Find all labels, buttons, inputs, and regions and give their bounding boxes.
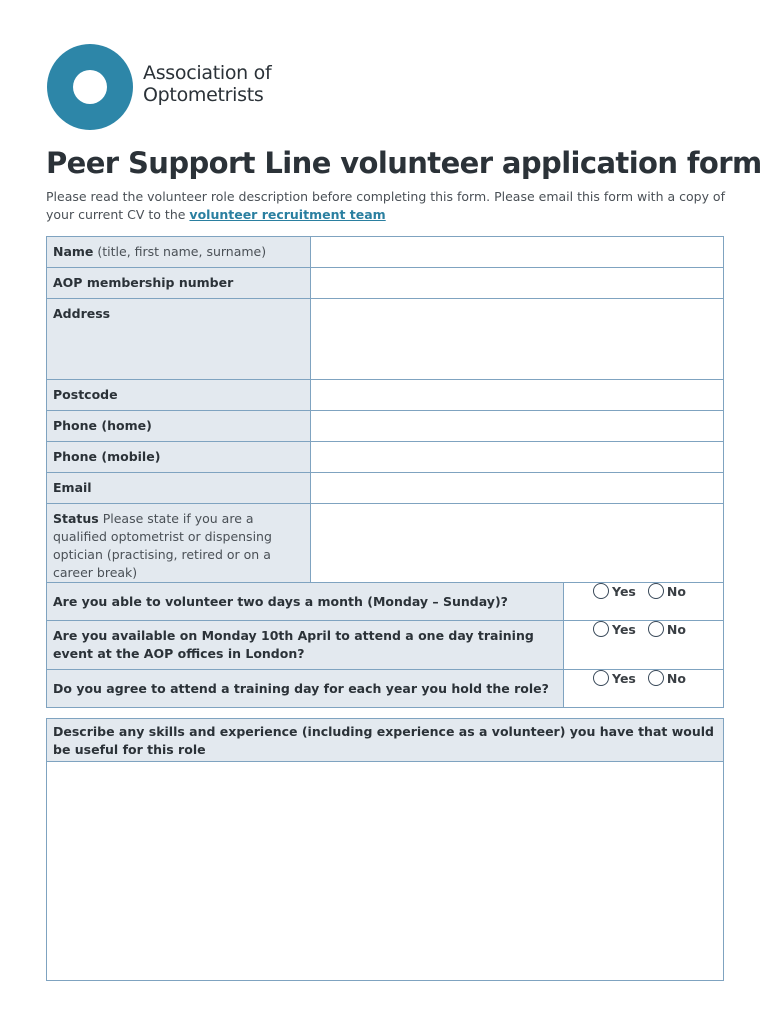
personal-details-table xyxy=(46,236,724,583)
yes-label: Yes xyxy=(612,621,636,637)
radio-group xyxy=(564,621,723,637)
skills-field[interactable] xyxy=(47,762,724,981)
page-title: Peer Support Line volunteer application form xyxy=(46,146,762,180)
question-annual-training: Do you agree to attend a training day for each year you hold the role? xyxy=(47,670,564,708)
yes-label: Yes xyxy=(612,670,636,686)
yes-radio[interactable] xyxy=(593,621,636,637)
status-field[interactable] xyxy=(310,504,723,583)
address-label: Address xyxy=(53,306,111,321)
table-row xyxy=(47,237,724,268)
org-name-line1: Association of xyxy=(143,62,272,84)
no-label: No xyxy=(666,670,686,686)
table-row xyxy=(47,762,724,981)
skills-table xyxy=(46,718,724,981)
no-label: No xyxy=(666,583,686,599)
status-note: Please state if you are a qualified optometrist or dispensing optician (practising, retired or on a career break) xyxy=(53,511,272,580)
no-label: No xyxy=(666,621,686,637)
table-row xyxy=(47,621,724,670)
table-row xyxy=(47,268,724,299)
org-name-line2: Optometrists xyxy=(143,84,264,106)
radio-circle-icon xyxy=(648,670,664,686)
address-field[interactable] xyxy=(310,299,723,380)
no-radio[interactable] xyxy=(648,621,686,637)
membership-number-label: AOP membership number xyxy=(53,275,234,290)
membership-number-field[interactable] xyxy=(310,268,723,299)
availability-questions-table xyxy=(46,582,724,708)
name-note: (title, first name, surname) xyxy=(97,244,267,259)
table-row xyxy=(47,719,724,762)
radio-circle-icon xyxy=(648,621,664,637)
radio-group xyxy=(564,583,723,599)
postcode-field[interactable] xyxy=(310,380,723,411)
postcode-label: Postcode xyxy=(53,387,118,402)
aop-logo-icon xyxy=(46,44,134,130)
email-field[interactable] xyxy=(310,473,723,504)
email-label: Email xyxy=(53,480,92,495)
radio-circle-icon xyxy=(593,670,609,686)
radio-circle-icon xyxy=(648,583,664,599)
table-row xyxy=(47,473,724,504)
table-row xyxy=(47,299,724,380)
status-label: Status xyxy=(53,511,99,526)
name-field[interactable] xyxy=(310,237,723,268)
table-row xyxy=(47,504,724,583)
table-row xyxy=(47,442,724,473)
name-label: Name xyxy=(53,244,94,259)
volunteer-recruitment-link[interactable]: volunteer recruitment team xyxy=(189,207,386,222)
skills-label: Describe any skills and experience (including experience as a volunteer) you have that would be useful for this role xyxy=(47,719,724,762)
yes-label: Yes xyxy=(612,583,636,599)
radio-group xyxy=(564,670,723,686)
table-row xyxy=(47,583,724,621)
organization-name xyxy=(143,62,271,106)
question-volunteer-two-days: Are you able to volunteer two days a month (Monday – Sunday)? xyxy=(47,583,564,621)
radio-circle-icon xyxy=(593,621,609,637)
phone-mobile-field[interactable] xyxy=(310,442,723,473)
yes-radio[interactable] xyxy=(593,583,636,599)
table-row xyxy=(47,411,724,442)
intro-paragraph xyxy=(46,188,726,224)
phone-home-label: Phone (home) xyxy=(53,418,152,433)
intro-text: Please read the volunteer role description before completing this form. Please email this form with a copy of your current CV to the xyxy=(46,189,725,222)
phone-mobile-label: Phone (mobile) xyxy=(53,449,161,464)
yes-radio[interactable] xyxy=(593,670,636,686)
phone-home-field[interactable] xyxy=(310,411,723,442)
radio-circle-icon xyxy=(593,583,609,599)
table-row xyxy=(47,380,724,411)
question-training-event: Are you available on Monday 10th April to attend a one day training event at the AOP offices in London? xyxy=(47,621,564,670)
no-radio[interactable] xyxy=(648,670,686,686)
table-row xyxy=(47,670,724,708)
no-radio[interactable] xyxy=(648,583,686,599)
